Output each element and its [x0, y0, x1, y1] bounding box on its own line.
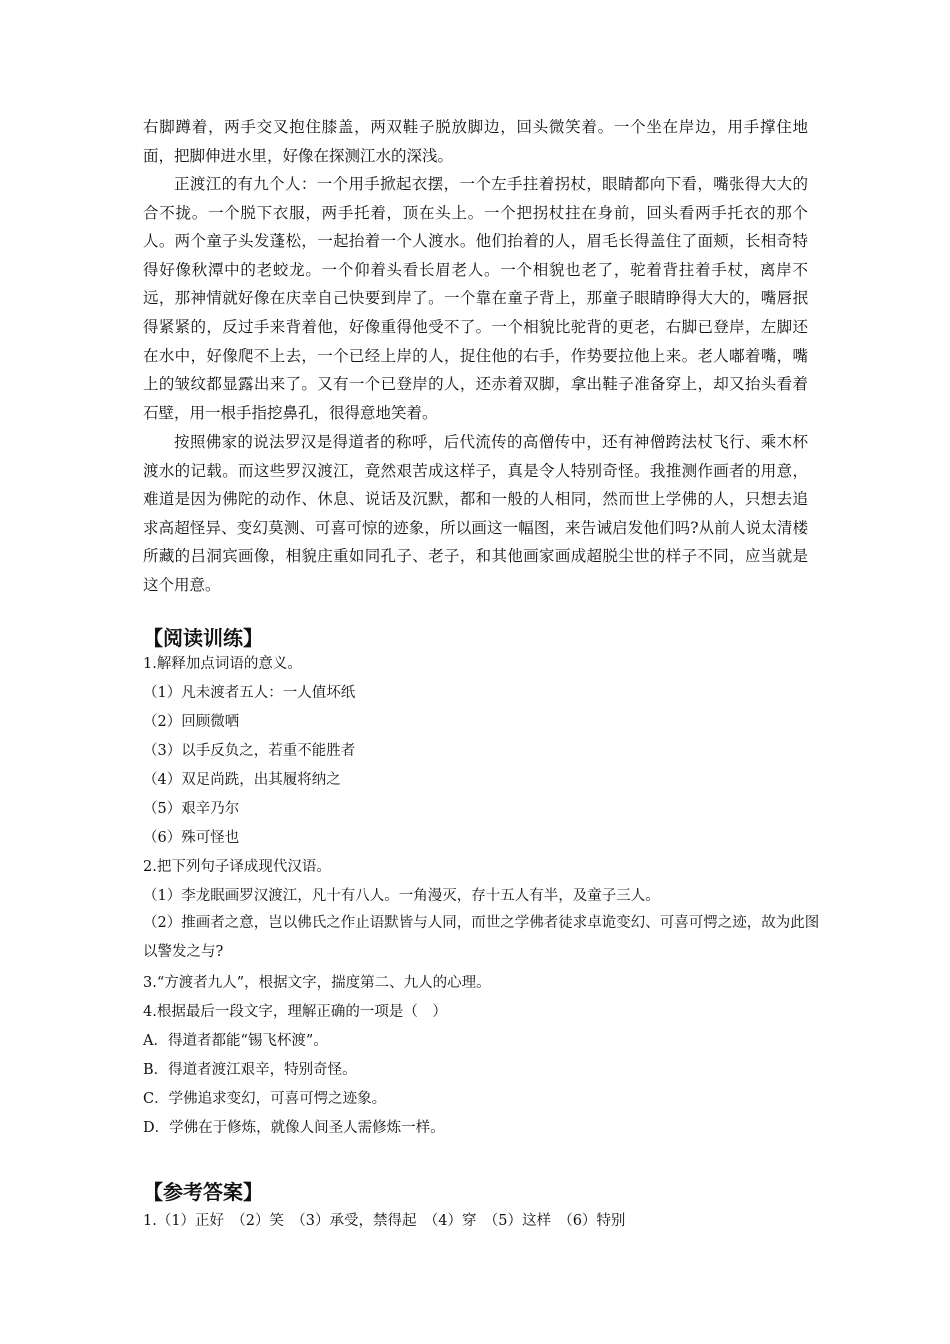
question-1-item-4: （4）双足尚跣，出其履将纳之: [143, 772, 341, 788]
question-1-item-3: （3）以手反负之，若重不能胜者: [143, 743, 356, 759]
question-4-option-a: A．得道者都能“锡飞杯渡”。: [143, 1033, 328, 1049]
question-4-option-c: C．学佛追求变幻，可喜可愕之迹象。: [143, 1091, 387, 1107]
question-2-item-1: （1）李龙眠画罗汉渡江，凡十有八人。一角漫灭，存十五人有半，及童子三人。: [143, 888, 660, 904]
question-1-item-1: （1）凡未渡者五人：一人值坏纸: [143, 685, 356, 701]
question-1: 1.解释加点词语的意义。: [143, 656, 302, 672]
reading-training-heading: 【阅读训练】: [143, 626, 263, 650]
answer-1: 1.（1）正好 （2）笑 （3）承受，禁得起 （4）穿 （5）这样 （6）特别: [143, 1213, 626, 1229]
passage-paragraph-1: 右脚蹲着，两手交叉抱住膝盖，两双鞋子脱放脚边，回头微笑着。一个坐在岸边，用手撑住地面，把脚伸进水里，好像在探测江水的深浅。: [143, 118, 808, 165]
reference-answers-heading: 【参考答案】: [143, 1180, 263, 1204]
question-2: 2.把下列句子译成现代汉语。: [143, 859, 331, 875]
question-4: 4.根据最后一段文字，理解正确的一项是（ ）: [143, 1004, 447, 1020]
question-1-item-6: （6）殊可怪也: [143, 830, 240, 846]
question-4-option-d: D．学佛在于修炼，就像人间圣人需修炼一样。: [143, 1120, 445, 1136]
question-3: 3.“方渡者九人”，根据文字，揣度第二、九人的心理。: [143, 975, 491, 991]
passage-paragraph-2: 正渡江的有九个人：一个用手掀起衣摆，一个左手拄着拐杖，眼睛都向下看，嘴张得大大的合不拢。一个脱下衣服，两手托着，顶在头上。一个把拐杖拄在身前，回头看两手托衣的那个人。两个童子头发蓬松，一起抬着一个人渡水。他们抬着的人，眉毛长得盖住了面颊，长相奇特得好像秋潭中的老蛟龙。一个仰着头看长眉老人。一个相貌也老了，驼着背拄着手杖，离岸不远，那神情就好像在庆幸自己快要到岸了。一个靠在童子背上，那童子眼睛睁得大大的，嘴唇抿得紧紧的，反过手来背着他，好像重得他受不了。一个相貌比驼背的更老，右脚已登岸，左脚还在水中，好像爬不上去，一个已经上岸的人，捉住他的右手，作势要拉他上来。老人嘟着嘴，嘴上的皱纹都显露出来了。又有一个已登岸的人，还赤着双脚，拿出鞋子准备穿上，却又抬头看着石壁，用一根手指挖鼻孔，很得意地笑着。: [143, 175, 808, 422]
question-1-item-2: （2）回顾微哂: [143, 714, 240, 730]
passage-paragraph-3: 按照佛家的说法罗汉是得道者的称呼，后代流传的高僧传中，还有神僧跨法杖飞行、乘木杯渡水的记载。而这些罗汉渡江，竟然艰苦成这样子，真是令人特别奇怪。我推测作画者的用意，难道是因为佛陀的动作、休息、说话及沉默，都和一般的人相同，然而世上学佛的人，只想去追求高超怪异、变幻莫测、可喜可惊的迹象，所以画这一幅图，来告诫启发他们吗?从前人说太清楼所藏的吕洞宾画像，相貌庄重如同孔子、老子，和其他画家画成超脱尘世的样子不同，应当就是这个用意。: [143, 433, 808, 594]
question-2-item-2: （2）推画者之意，岂以佛氏之作止语默皆与人同，而世之学佛者徒求卓诡变幻、可喜可愕之迹，故为此图以警发之与?: [143, 915, 820, 960]
question-1-item-5: （5）艰辛乃尔: [143, 801, 240, 817]
question-4-option-b: B．得道者渡江艰辛，特别奇怪。: [143, 1062, 357, 1078]
